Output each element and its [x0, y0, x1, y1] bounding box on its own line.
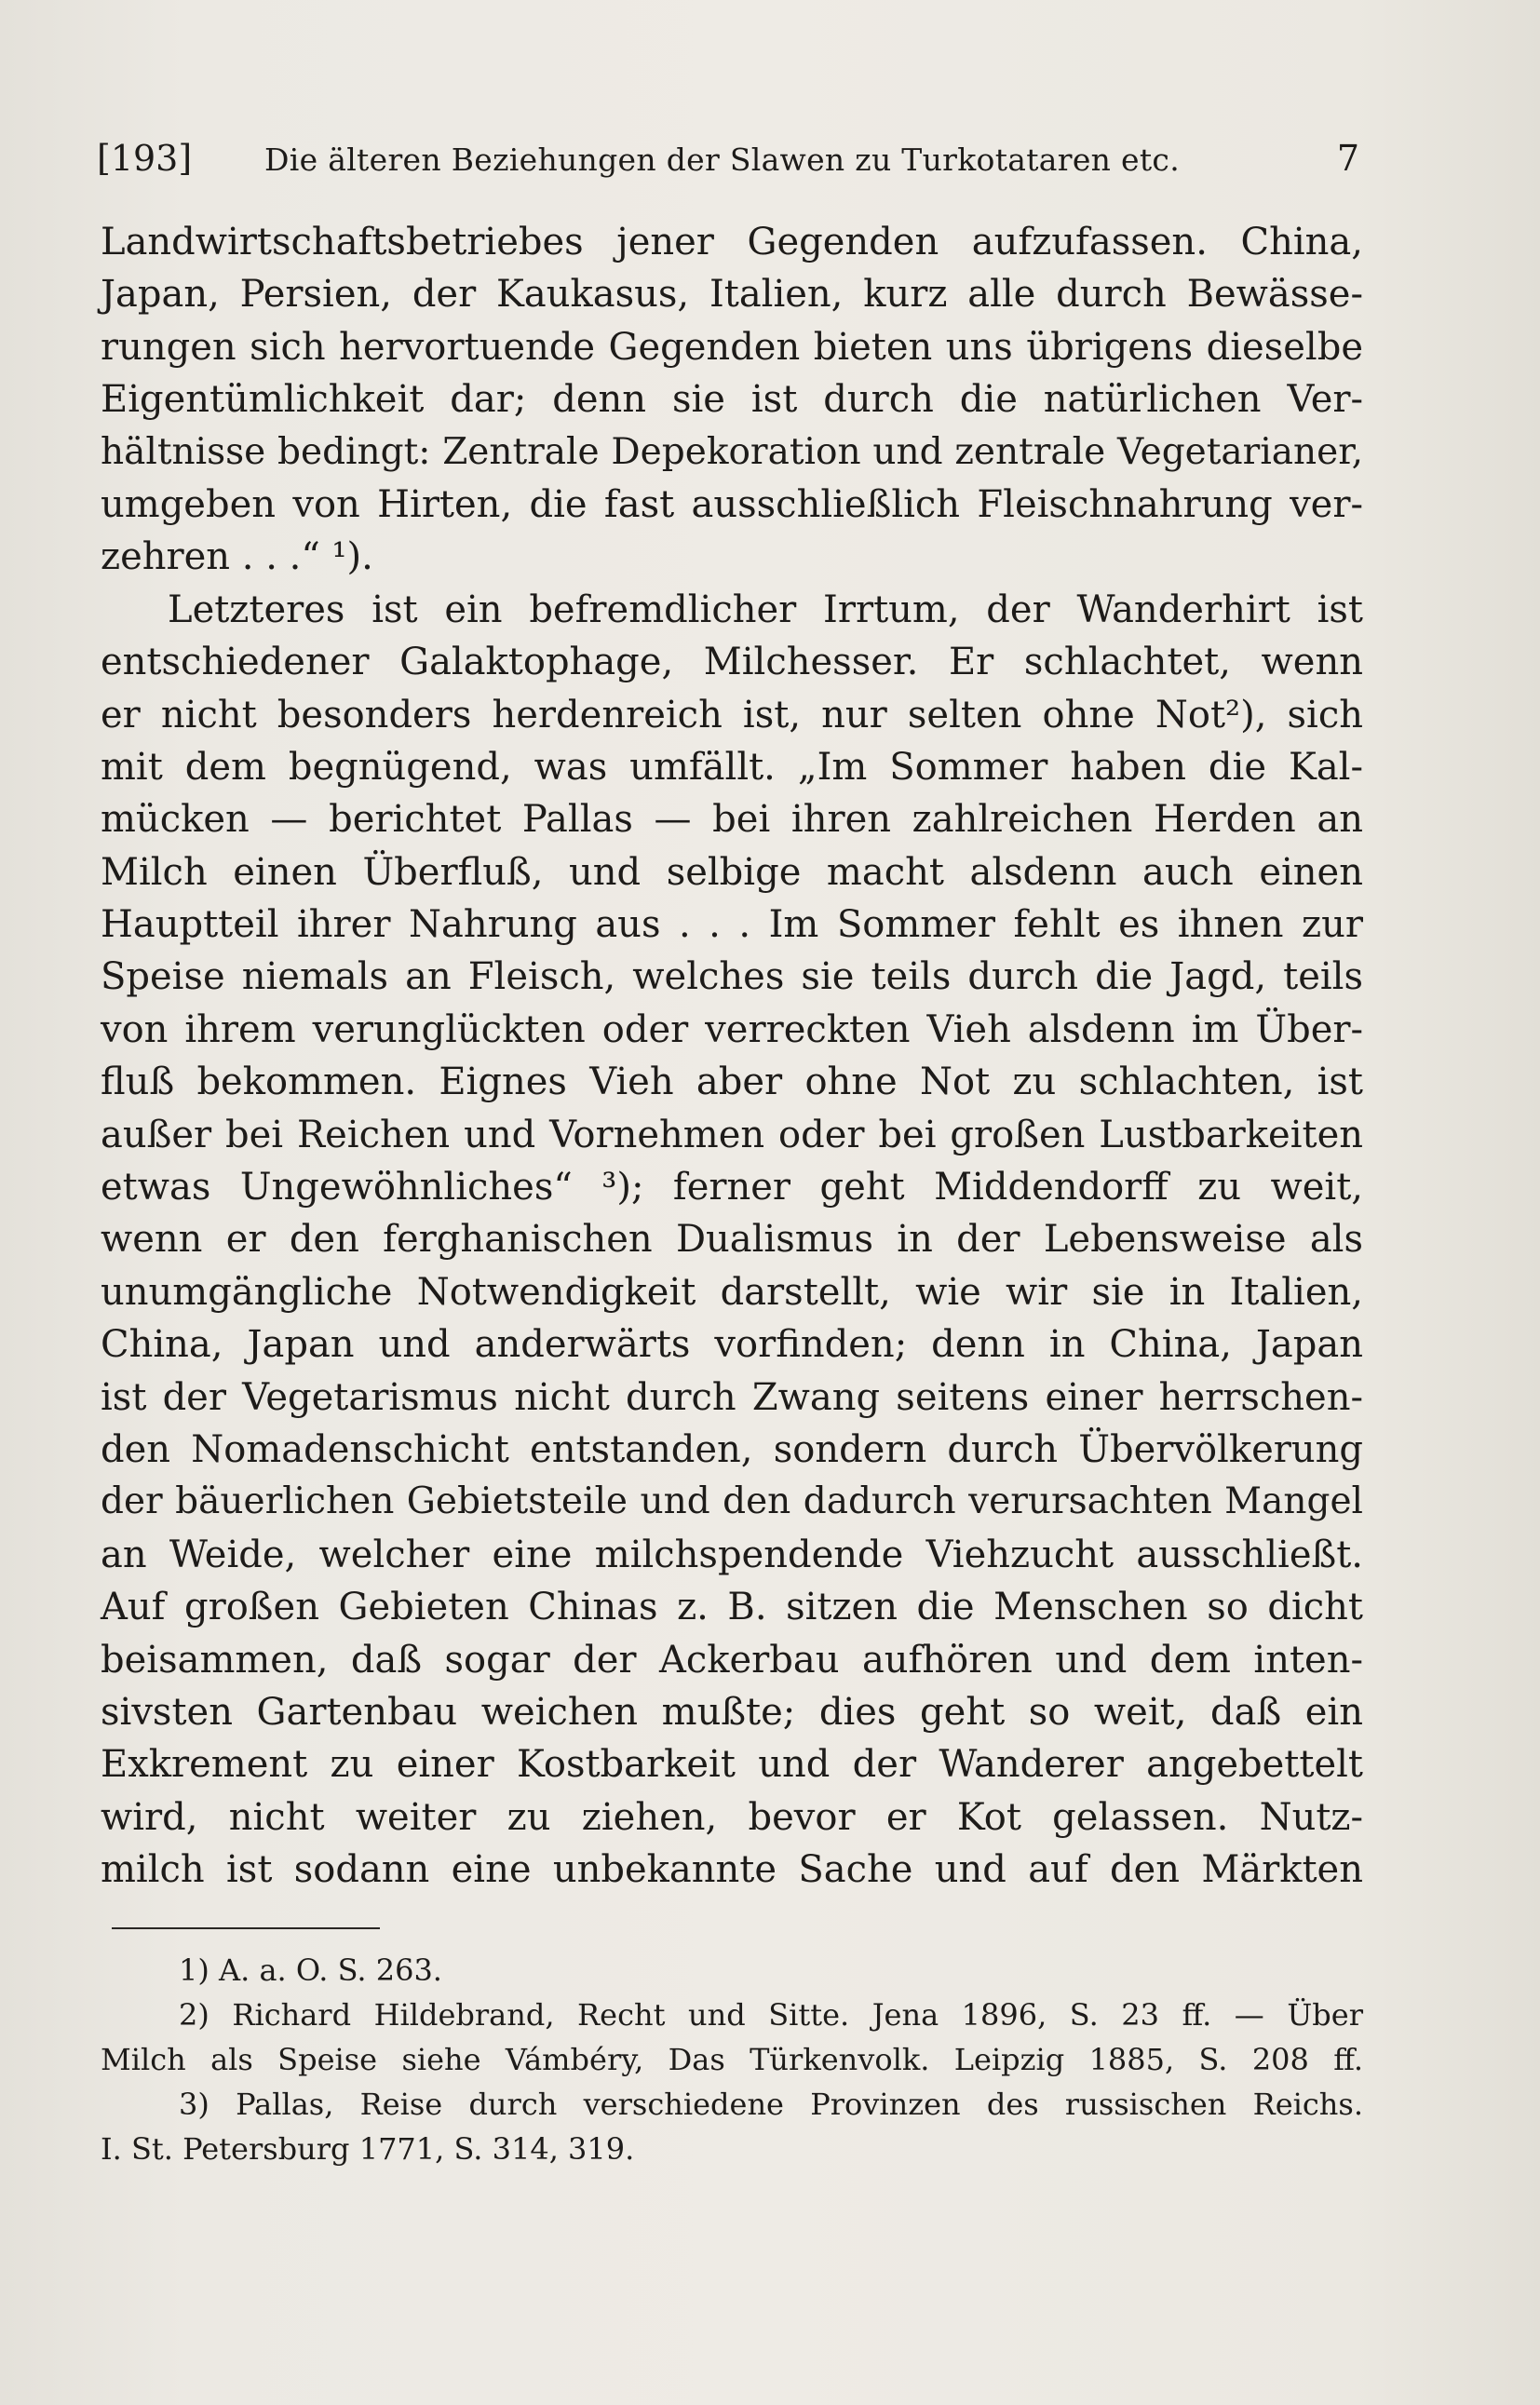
text-line: er nicht besonders herdenreich ist, nur selten ohne Not²), sich — [101, 693, 1363, 736]
text-line: rungen sich hervortuende Gegenden bieten uns übrigens dieselbe — [101, 325, 1363, 369]
text-line: wird, nicht weiter zu ziehen, bevor er Kot gelassen. Nutz- — [101, 1795, 1363, 1839]
text-line: Letzteres ist ein befremdlicher Irrtum, der Wanderhirt ist — [168, 588, 1363, 631]
text-line: sivsten Gartenbau weichen mußte; dies geht so weit, daß ein — [101, 1690, 1363, 1734]
text-line: umgeben von Hirten, die fast ausschließlich Fleischnahrung ver- — [101, 482, 1363, 526]
footnote-line: 3) Pallas, Reise durch verschiedene Provinzen des russischen Reichs. — [179, 2087, 1363, 2122]
text-line: Landwirtschaftsbetriebes jener Gegenden aufzufassen. China, — [101, 221, 1363, 263]
text-line: an Weide, welcher eine milchspendende Viehzucht ausschließt. — [101, 1533, 1363, 1576]
text-line: mücken — berichtet Pallas — bei ihren zahlreichen Herden an — [101, 798, 1363, 842]
footnote-line: 1) A. a. O. S. 263. — [179, 1952, 442, 1988]
text-line: unumgängliche Notwendigkeit darstellt, wie wir sie in Italien, — [101, 1270, 1363, 1314]
text-line: entschiedener Galaktophage, Milchesser. Er schlachtet, wenn — [101, 641, 1363, 684]
text-line: Speise niemals an Fleisch, welches sie teils durch die Jagd, teils — [101, 955, 1363, 999]
body-text — [101, 216, 1363, 1897]
text-line: der bäuerlichen Gebietsteile und den dadurch verursachten Mangel — [101, 1480, 1363, 1523]
page-header — [97, 138, 1359, 184]
text-line: Auf großen Gebieten Chinas z. B. sitzen die Menschen so dicht — [101, 1586, 1363, 1629]
text-line: etwas Ungewöhnliches“ ³); ferner geht Middendorff zu weit, — [101, 1166, 1363, 1209]
text-line: außer bei Reichen und Vornehmen oder bei großen Lustbarkeiten — [101, 1113, 1363, 1156]
text-line: von ihrem verunglückten oder verreckten Vieh alsdenn im Über- — [101, 1007, 1363, 1051]
text-line: Japan, Persien, der Kaukasus, Italien, kurz alle durch Bewässe- — [101, 273, 1363, 317]
text-line: China, Japan und anderwärts vorfinden; denn in China, Japan — [101, 1323, 1363, 1367]
text-line: Hauptteil ihrer Nahrung aus . . . Im Sommer fehlt es ihnen zur — [101, 903, 1363, 947]
text-line: ist der Vegetarismus nicht durch Zwang seitens einer herrschen- — [101, 1375, 1363, 1419]
text-line: den Nomadenschicht entstanden, sondern durch Übervölkerung — [101, 1427, 1363, 1471]
footnote-line: Milch als Speise siehe Vámbéry, Das Türkenvolk. Leipzig 1885, S. 208 ff. — [101, 2042, 1363, 2077]
footnotes — [101, 1948, 1363, 2171]
text-line: wenn er den ferghanischen Dualismus in der Lebensweise als — [101, 1218, 1363, 1262]
text-line: zehren . . .“ ¹). — [101, 535, 373, 579]
footnote-separator — [112, 1927, 380, 1929]
text-line: Exkrement zu einer Kostbarkeit und der Wanderer angebettelt — [101, 1743, 1363, 1787]
text-line: beisammen, daß sogar der Ackerbau aufhören und dem inten- — [101, 1638, 1363, 1682]
footnote-line: 2) Richard Hildebrand, Recht und Sitte. Jena 1896, S. 23 ff. — Über — [179, 1997, 1363, 2033]
footnote-line: I. St. Petersburg 1771, S. 314, 319. — [101, 2131, 635, 2167]
text-line: mit dem begnügend, was umfällt. „Im Sommer haben die Kal- — [101, 745, 1363, 789]
bracketed-page-number: [193] — [97, 138, 193, 179]
page-number: 7 — [1336, 138, 1359, 179]
text-line: hältnisse bedingt: Zentrale Depekoration und zentrale Vegetarianer, — [101, 430, 1363, 473]
running-title: Die älteren Beziehungen der Slawen zu Turkotataren etc. — [264, 142, 1180, 178]
text-line: fluß bekommen. Eignes Vieh aber ohne Not zu schlachten, ist — [101, 1061, 1363, 1104]
text-line: Milch einen Überfluß, und selbige macht alsdenn auch einen — [101, 850, 1363, 894]
text-line: milch ist sodann eine unbekannte Sache und auf den Märkten — [101, 1848, 1363, 1892]
text-line: Eigentümlichkeit dar; denn sie ist durch die natürlichen Ver- — [101, 378, 1363, 422]
